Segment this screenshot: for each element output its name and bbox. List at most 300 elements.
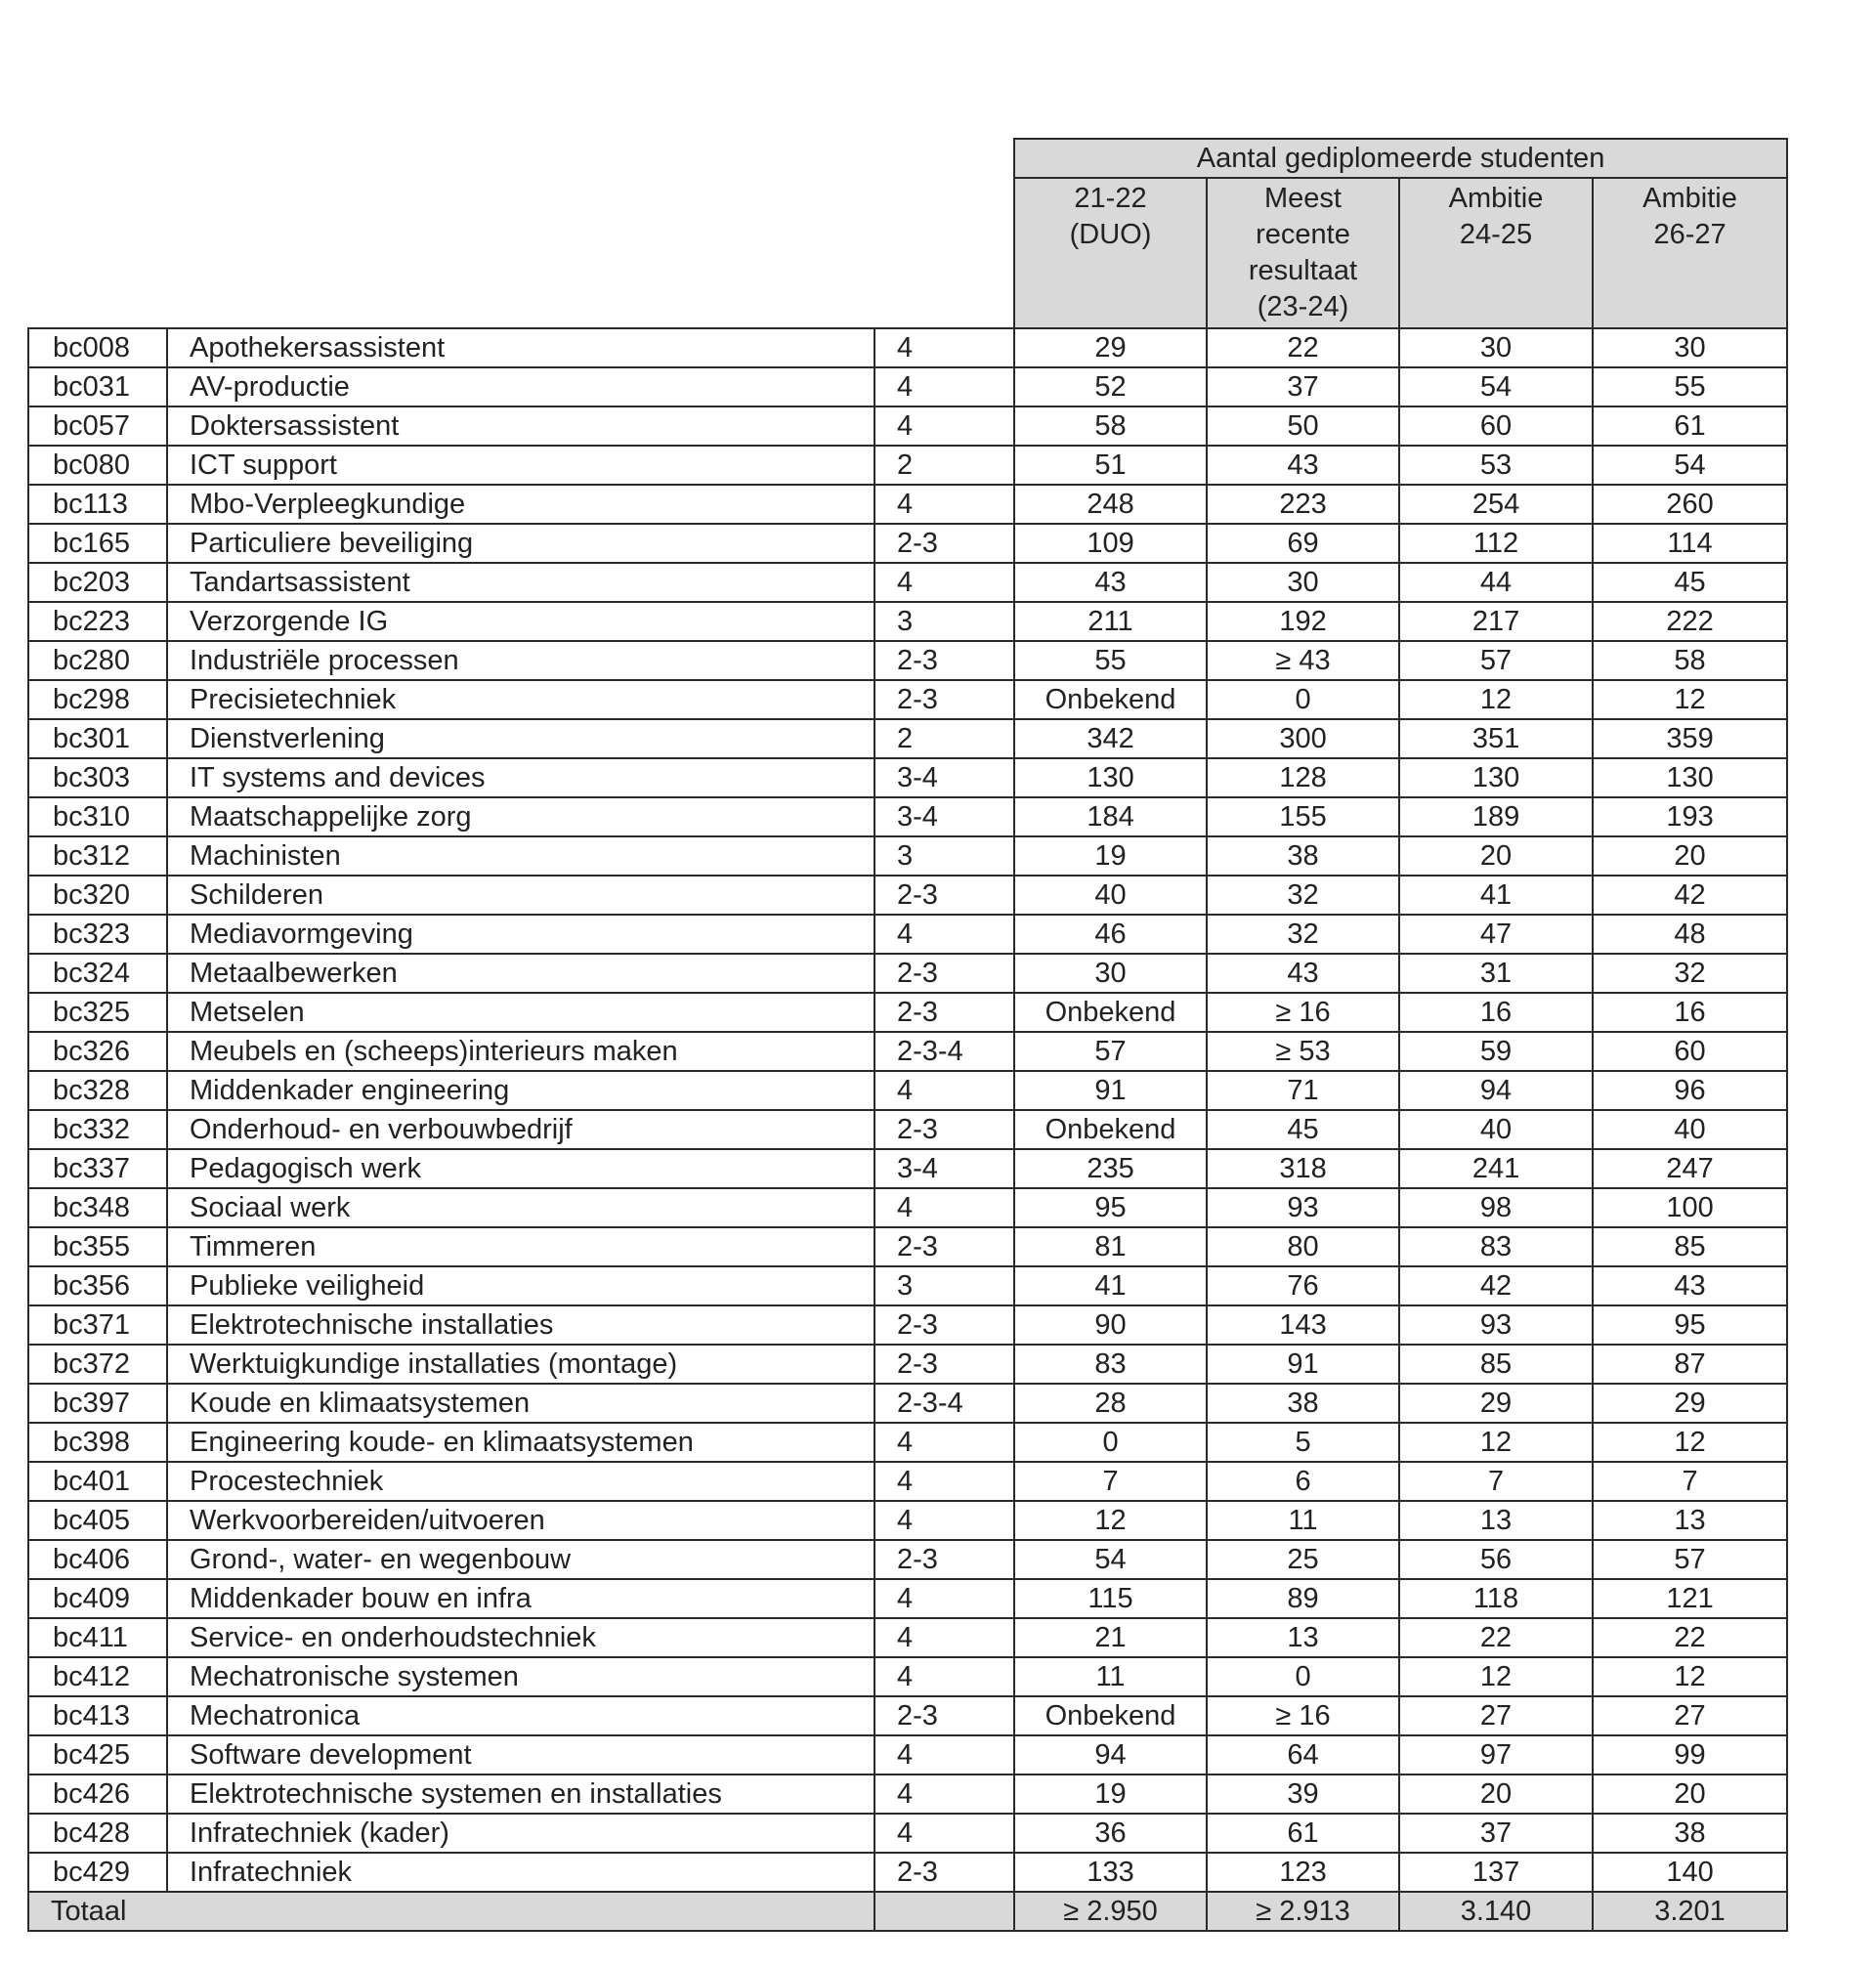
row-level: 4 — [874, 1814, 1014, 1853]
row-value-21-22: 109 — [1014, 524, 1207, 563]
row-name: Grond-, water- en wegenbouw — [167, 1540, 874, 1579]
row-code: bc332 — [28, 1110, 167, 1149]
table-row — [28, 1149, 1787, 1188]
table-row — [28, 954, 1787, 993]
row-level: 2-3 — [874, 1853, 1014, 1892]
row-value-ambitie-26-27: 13 — [1593, 1501, 1787, 1540]
row-value-recent: 13 — [1207, 1618, 1399, 1657]
row-value-21-22: 184 — [1014, 797, 1207, 836]
row-value-21-22: 91 — [1014, 1071, 1207, 1110]
row-value-recent: 89 — [1207, 1579, 1399, 1618]
row-level: 4 — [874, 485, 1014, 524]
row-value-ambitie-24-25: 40 — [1399, 1110, 1593, 1149]
table-row — [28, 1071, 1787, 1110]
table-row — [28, 1579, 1787, 1618]
column-header-ambitie-26-27: Ambitie 26-27 — [1593, 178, 1787, 328]
row-value-21-22: Onbekend — [1014, 1696, 1207, 1735]
row-value-21-22: 11 — [1014, 1657, 1207, 1696]
row-value-ambitie-24-25: 7 — [1399, 1462, 1593, 1501]
row-value-recent: 93 — [1207, 1188, 1399, 1227]
row-name: Koude en klimaatsystemen — [167, 1384, 874, 1423]
row-value-ambitie-26-27: 12 — [1593, 1423, 1787, 1462]
row-value-ambitie-24-25: 57 — [1399, 641, 1593, 680]
row-value-recent: 128 — [1207, 758, 1399, 797]
total-level-empty — [874, 1892, 1014, 1931]
table-row — [28, 1814, 1787, 1853]
row-value-recent: 37 — [1207, 367, 1399, 406]
row-name: Pedagogisch werk — [167, 1149, 874, 1188]
row-value-ambitie-24-25: 241 — [1399, 1149, 1593, 1188]
row-value-ambitie-26-27: 60 — [1593, 1032, 1787, 1071]
row-name: Service- en onderhoudstechniek — [167, 1618, 874, 1657]
row-value-21-22: 248 — [1014, 485, 1207, 524]
row-name: Software development — [167, 1735, 874, 1775]
row-value-ambitie-24-25: 56 — [1399, 1540, 1593, 1579]
row-value-recent: 76 — [1207, 1266, 1399, 1305]
row-value-ambitie-26-27: 114 — [1593, 524, 1787, 563]
row-level: 2-3 — [874, 876, 1014, 915]
column-header-21-22: 21-22 (DUO) — [1014, 178, 1207, 328]
row-code: bc371 — [28, 1305, 167, 1345]
row-value-recent: 61 — [1207, 1814, 1399, 1853]
table-row — [28, 1540, 1787, 1579]
table-row — [28, 1775, 1787, 1814]
table-row — [28, 602, 1787, 641]
row-value-ambitie-24-25: 97 — [1399, 1735, 1593, 1775]
row-value-ambitie-24-25: 118 — [1399, 1579, 1593, 1618]
row-level: 4 — [874, 1071, 1014, 1110]
row-value-recent: ≥ 43 — [1207, 641, 1399, 680]
row-name: Doktersassistent — [167, 406, 874, 446]
row-value-ambitie-24-25: 85 — [1399, 1345, 1593, 1384]
row-value-ambitie-24-25: 16 — [1399, 993, 1593, 1032]
row-value-recent: 318 — [1207, 1149, 1399, 1188]
row-code: bc355 — [28, 1227, 167, 1266]
row-value-recent: 50 — [1207, 406, 1399, 446]
row-value-recent: 64 — [1207, 1735, 1399, 1775]
row-name: Mbo-Verpleegkundige — [167, 485, 874, 524]
row-code: bc412 — [28, 1657, 167, 1696]
row-value-ambitie-24-25: 22 — [1399, 1618, 1593, 1657]
table-row — [28, 993, 1787, 1032]
table-row — [28, 1501, 1787, 1540]
row-value-21-22: 55 — [1014, 641, 1207, 680]
row-value-21-22: 211 — [1014, 602, 1207, 641]
row-level: 4 — [874, 1735, 1014, 1775]
row-level: 2-3 — [874, 993, 1014, 1032]
row-value-21-22: Onbekend — [1014, 1110, 1207, 1149]
row-value-ambitie-24-25: 130 — [1399, 758, 1593, 797]
row-level: 2-3 — [874, 641, 1014, 680]
table-row — [28, 446, 1787, 485]
row-value-ambitie-26-27: 22 — [1593, 1618, 1787, 1657]
table-row — [28, 1696, 1787, 1735]
row-level: 2-3 — [874, 680, 1014, 719]
row-value-ambitie-26-27: 30 — [1593, 328, 1787, 367]
table-row — [28, 367, 1787, 406]
table-row — [28, 719, 1787, 758]
row-value-ambitie-24-25: 12 — [1399, 1423, 1593, 1462]
row-value-recent: 0 — [1207, 1657, 1399, 1696]
table-row — [28, 1110, 1787, 1149]
row-code: bc031 — [28, 367, 167, 406]
row-name: Precisietechniek — [167, 680, 874, 719]
row-name: Particuliere beveiliging — [167, 524, 874, 563]
row-value-ambitie-24-25: 42 — [1399, 1266, 1593, 1305]
row-value-ambitie-24-25: 54 — [1399, 367, 1593, 406]
row-code: bc425 — [28, 1735, 167, 1775]
row-level: 4 — [874, 1501, 1014, 1540]
row-value-recent: 25 — [1207, 1540, 1399, 1579]
row-code: bc401 — [28, 1462, 167, 1501]
row-code: bc413 — [28, 1696, 167, 1735]
row-value-21-22: 28 — [1014, 1384, 1207, 1423]
table-row — [28, 1853, 1787, 1892]
table-row — [28, 1032, 1787, 1071]
row-value-recent: 32 — [1207, 915, 1399, 954]
row-value-ambitie-24-25: 137 — [1399, 1853, 1593, 1892]
row-value-recent: 11 — [1207, 1501, 1399, 1540]
row-name: Onderhoud- en verbouwbedrijf — [167, 1110, 874, 1149]
row-value-ambitie-26-27: 12 — [1593, 680, 1787, 719]
row-value-ambitie-24-25: 41 — [1399, 876, 1593, 915]
row-level: 3-4 — [874, 797, 1014, 836]
row-value-recent: 71 — [1207, 1071, 1399, 1110]
row-level: 4 — [874, 1618, 1014, 1657]
row-code: bc310 — [28, 797, 167, 836]
row-value-ambitie-24-25: 27 — [1399, 1696, 1593, 1735]
row-value-ambitie-26-27: 121 — [1593, 1579, 1787, 1618]
row-value-recent: 223 — [1207, 485, 1399, 524]
row-value-ambitie-24-25: 189 — [1399, 797, 1593, 836]
row-code: bc008 — [28, 328, 167, 367]
table-row — [28, 1423, 1787, 1462]
table-row — [28, 680, 1787, 719]
row-value-21-22: Onbekend — [1014, 993, 1207, 1032]
table-row — [28, 1345, 1787, 1384]
row-value-recent: 69 — [1207, 524, 1399, 563]
row-value-recent: 300 — [1207, 719, 1399, 758]
row-value-recent: ≥ 16 — [1207, 993, 1399, 1032]
row-value-recent: 0 — [1207, 680, 1399, 719]
row-code: bc323 — [28, 915, 167, 954]
row-level: 3-4 — [874, 1149, 1014, 1188]
row-code: bc429 — [28, 1853, 167, 1892]
row-value-21-22: 95 — [1014, 1188, 1207, 1227]
row-value-ambitie-24-25: 59 — [1399, 1032, 1593, 1071]
row-name: Mechatronica — [167, 1696, 874, 1735]
row-value-21-22: 235 — [1014, 1149, 1207, 1188]
row-value-21-22: 83 — [1014, 1345, 1207, 1384]
row-value-ambitie-24-25: 12 — [1399, 1657, 1593, 1696]
row-value-21-22: 19 — [1014, 836, 1207, 876]
row-value-ambitie-24-25: 29 — [1399, 1384, 1593, 1423]
row-value-21-22: 30 — [1014, 954, 1207, 993]
column-header-meest-recente: Meest recente resultaat (23-24) — [1207, 178, 1399, 328]
group-header: Aantal gediplomeerde studenten — [1014, 139, 1787, 178]
row-value-ambitie-26-27: 42 — [1593, 876, 1787, 915]
table-row — [28, 563, 1787, 602]
row-level: 4 — [874, 1579, 1014, 1618]
row-value-ambitie-24-25: 60 — [1399, 406, 1593, 446]
row-value-ambitie-26-27: 20 — [1593, 836, 1787, 876]
row-name: Publieke veiligheid — [167, 1266, 874, 1305]
row-level: 4 — [874, 1775, 1014, 1814]
row-value-recent: 38 — [1207, 1384, 1399, 1423]
row-code: bc397 — [28, 1384, 167, 1423]
row-name: Dienstverlening — [167, 719, 874, 758]
row-value-ambitie-24-25: 351 — [1399, 719, 1593, 758]
row-value-ambitie-24-25: 98 — [1399, 1188, 1593, 1227]
row-value-ambitie-26-27: 58 — [1593, 641, 1787, 680]
row-code: bc057 — [28, 406, 167, 446]
row-value-recent: 38 — [1207, 836, 1399, 876]
row-level: 2-3-4 — [874, 1032, 1014, 1071]
row-name: ICT support — [167, 446, 874, 485]
row-value-recent: 45 — [1207, 1110, 1399, 1149]
total-value-3: 3.140 — [1399, 1892, 1593, 1931]
graduates-table — [27, 138, 1788, 1932]
row-value-ambitie-26-27: 27 — [1593, 1696, 1787, 1735]
row-value-ambitie-26-27: 45 — [1593, 563, 1787, 602]
row-name: IT systems and devices — [167, 758, 874, 797]
table-row — [28, 1384, 1787, 1423]
row-value-21-22: 0 — [1014, 1423, 1207, 1462]
table-row — [28, 328, 1787, 367]
row-name: Machinisten — [167, 836, 874, 876]
total-value-1: ≥ 2.950 — [1014, 1892, 1207, 1931]
table-row — [28, 1188, 1787, 1227]
row-value-recent: 5 — [1207, 1423, 1399, 1462]
table-row — [28, 876, 1787, 915]
row-value-ambitie-26-27: 43 — [1593, 1266, 1787, 1305]
row-name: Maatschappelijke zorg — [167, 797, 874, 836]
table-row — [28, 1735, 1787, 1775]
row-code: bc398 — [28, 1423, 167, 1462]
row-code: bc411 — [28, 1618, 167, 1657]
row-value-21-22: 133 — [1014, 1853, 1207, 1892]
table-row — [28, 524, 1787, 563]
row-code: bc405 — [28, 1501, 167, 1540]
row-value-ambitie-24-25: 13 — [1399, 1501, 1593, 1540]
row-value-ambitie-26-27: 7 — [1593, 1462, 1787, 1501]
row-value-21-22: 29 — [1014, 328, 1207, 367]
row-level: 2-3 — [874, 1305, 1014, 1345]
row-name: Industriële processen — [167, 641, 874, 680]
row-code: bc203 — [28, 563, 167, 602]
row-value-recent: ≥ 53 — [1207, 1032, 1399, 1071]
row-name: Infratechniek (kader) — [167, 1814, 874, 1853]
row-name: Sociaal werk — [167, 1188, 874, 1227]
row-level: 4 — [874, 1188, 1014, 1227]
row-level: 2-3 — [874, 954, 1014, 993]
row-value-ambitie-26-27: 16 — [1593, 993, 1787, 1032]
row-value-ambitie-26-27: 55 — [1593, 367, 1787, 406]
row-name: AV-productie — [167, 367, 874, 406]
total-value-4: 3.201 — [1593, 1892, 1787, 1931]
row-name: Mechatronische systemen — [167, 1657, 874, 1696]
row-level: 2-3 — [874, 1110, 1014, 1149]
row-level: 2 — [874, 719, 1014, 758]
row-value-recent: 30 — [1207, 563, 1399, 602]
row-value-21-22: 54 — [1014, 1540, 1207, 1579]
row-code: bc326 — [28, 1032, 167, 1071]
row-name: Middenkader bouw en infra — [167, 1579, 874, 1618]
row-value-21-22: Onbekend — [1014, 680, 1207, 719]
row-value-recent: 80 — [1207, 1227, 1399, 1266]
row-value-ambitie-26-27: 38 — [1593, 1814, 1787, 1853]
table-row — [28, 641, 1787, 680]
column-header-ambitie-24-25: Ambitie 24-25 — [1399, 178, 1593, 328]
row-level: 3-4 — [874, 758, 1014, 797]
row-name: Tandartsassistent — [167, 563, 874, 602]
row-name: Werkvoorbereiden/uitvoeren — [167, 1501, 874, 1540]
row-value-21-22: 7 — [1014, 1462, 1207, 1501]
column-header-row — [28, 178, 1787, 328]
row-value-ambitie-26-27: 48 — [1593, 915, 1787, 954]
row-value-ambitie-26-27: 130 — [1593, 758, 1787, 797]
row-value-ambitie-24-25: 254 — [1399, 485, 1593, 524]
row-value-ambitie-26-27: 61 — [1593, 406, 1787, 446]
row-code: bc312 — [28, 836, 167, 876]
row-value-ambitie-24-25: 30 — [1399, 328, 1593, 367]
row-level: 2-3 — [874, 1345, 1014, 1384]
row-value-21-22: 81 — [1014, 1227, 1207, 1266]
table-row — [28, 485, 1787, 524]
row-level: 4 — [874, 406, 1014, 446]
row-value-21-22: 115 — [1014, 1579, 1207, 1618]
row-code: bc165 — [28, 524, 167, 563]
row-value-ambitie-26-27: 32 — [1593, 954, 1787, 993]
table-row — [28, 1462, 1787, 1501]
row-code: bc428 — [28, 1814, 167, 1853]
row-code: bc320 — [28, 876, 167, 915]
row-code: bc325 — [28, 993, 167, 1032]
row-value-recent: 39 — [1207, 1775, 1399, 1814]
row-code: bc324 — [28, 954, 167, 993]
row-code: bc348 — [28, 1188, 167, 1227]
row-code: bc301 — [28, 719, 167, 758]
table-row — [28, 1227, 1787, 1266]
total-row — [28, 1892, 1787, 1931]
row-code: bc426 — [28, 1775, 167, 1814]
row-value-ambitie-24-25: 12 — [1399, 680, 1593, 719]
row-level: 4 — [874, 367, 1014, 406]
row-value-recent: 6 — [1207, 1462, 1399, 1501]
table-row — [28, 758, 1787, 797]
row-code: bc298 — [28, 680, 167, 719]
row-value-recent: 91 — [1207, 1345, 1399, 1384]
row-value-ambitie-26-27: 54 — [1593, 446, 1787, 485]
row-level: 2 — [874, 446, 1014, 485]
row-level: 3 — [874, 602, 1014, 641]
row-value-recent: 22 — [1207, 328, 1399, 367]
row-level: 4 — [874, 563, 1014, 602]
row-value-21-22: 12 — [1014, 1501, 1207, 1540]
row-value-21-22: 36 — [1014, 1814, 1207, 1853]
row-value-recent: 32 — [1207, 876, 1399, 915]
row-level: 4 — [874, 328, 1014, 367]
row-code: bc280 — [28, 641, 167, 680]
row-code: bc113 — [28, 485, 167, 524]
row-value-ambitie-24-25: 20 — [1399, 836, 1593, 876]
row-value-ambitie-26-27: 87 — [1593, 1345, 1787, 1384]
row-value-21-22: 58 — [1014, 406, 1207, 446]
row-value-21-22: 43 — [1014, 563, 1207, 602]
row-value-ambitie-24-25: 83 — [1399, 1227, 1593, 1266]
row-value-ambitie-24-25: 37 — [1399, 1814, 1593, 1853]
table-row — [28, 797, 1787, 836]
row-name: Timmeren — [167, 1227, 874, 1266]
row-name: Elektrotechnische installaties — [167, 1305, 874, 1345]
row-value-ambitie-26-27: 95 — [1593, 1305, 1787, 1345]
row-name: Metselen — [167, 993, 874, 1032]
row-value-21-22: 130 — [1014, 758, 1207, 797]
row-value-ambitie-26-27: 247 — [1593, 1149, 1787, 1188]
total-value-2: ≥ 2.913 — [1207, 1892, 1399, 1931]
row-value-ambitie-26-27: 100 — [1593, 1188, 1787, 1227]
row-code: bc337 — [28, 1149, 167, 1188]
row-level: 2-3 — [874, 1227, 1014, 1266]
row-value-ambitie-26-27: 85 — [1593, 1227, 1787, 1266]
row-value-ambitie-24-25: 20 — [1399, 1775, 1593, 1814]
row-value-ambitie-24-25: 47 — [1399, 915, 1593, 954]
row-value-recent: ≥ 16 — [1207, 1696, 1399, 1735]
row-value-ambitie-26-27: 96 — [1593, 1071, 1787, 1110]
row-value-21-22: 52 — [1014, 367, 1207, 406]
row-value-ambitie-24-25: 94 — [1399, 1071, 1593, 1110]
table-row — [28, 1657, 1787, 1696]
row-name: Infratechniek — [167, 1853, 874, 1892]
row-value-ambitie-26-27: 57 — [1593, 1540, 1787, 1579]
row-value-recent: 43 — [1207, 954, 1399, 993]
group-header-row — [28, 139, 1787, 178]
table-row — [28, 406, 1787, 446]
row-value-21-22: 46 — [1014, 915, 1207, 954]
row-level: 3 — [874, 836, 1014, 876]
row-value-ambitie-24-25: 112 — [1399, 524, 1593, 563]
row-code: bc328 — [28, 1071, 167, 1110]
row-name: Schilderen — [167, 876, 874, 915]
row-value-21-22: 51 — [1014, 446, 1207, 485]
row-code: bc372 — [28, 1345, 167, 1384]
table-row — [28, 1266, 1787, 1305]
table-row — [28, 1618, 1787, 1657]
row-value-21-22: 57 — [1014, 1032, 1207, 1071]
row-value-ambitie-26-27: 99 — [1593, 1735, 1787, 1775]
row-name: Procestechniek — [167, 1462, 874, 1501]
row-name: Metaalbewerken — [167, 954, 874, 993]
row-value-ambitie-26-27: 260 — [1593, 485, 1787, 524]
row-name: Elektrotechnische systemen en installaties — [167, 1775, 874, 1814]
row-level: 3 — [874, 1266, 1014, 1305]
row-code: bc303 — [28, 758, 167, 797]
row-value-21-22: 342 — [1014, 719, 1207, 758]
row-value-21-22: 40 — [1014, 876, 1207, 915]
row-value-ambitie-26-27: 12 — [1593, 1657, 1787, 1696]
row-level: 2-3 — [874, 1540, 1014, 1579]
table-row — [28, 836, 1787, 876]
row-level: 4 — [874, 915, 1014, 954]
row-name: Meubels en (scheeps)interieurs maken — [167, 1032, 874, 1071]
row-code: bc406 — [28, 1540, 167, 1579]
row-level: 4 — [874, 1423, 1014, 1462]
row-level: 4 — [874, 1657, 1014, 1696]
row-level: 2-3 — [874, 1696, 1014, 1735]
table-row — [28, 915, 1787, 954]
row-name: Engineering koude- en klimaatsystemen — [167, 1423, 874, 1462]
row-value-21-22: 90 — [1014, 1305, 1207, 1345]
